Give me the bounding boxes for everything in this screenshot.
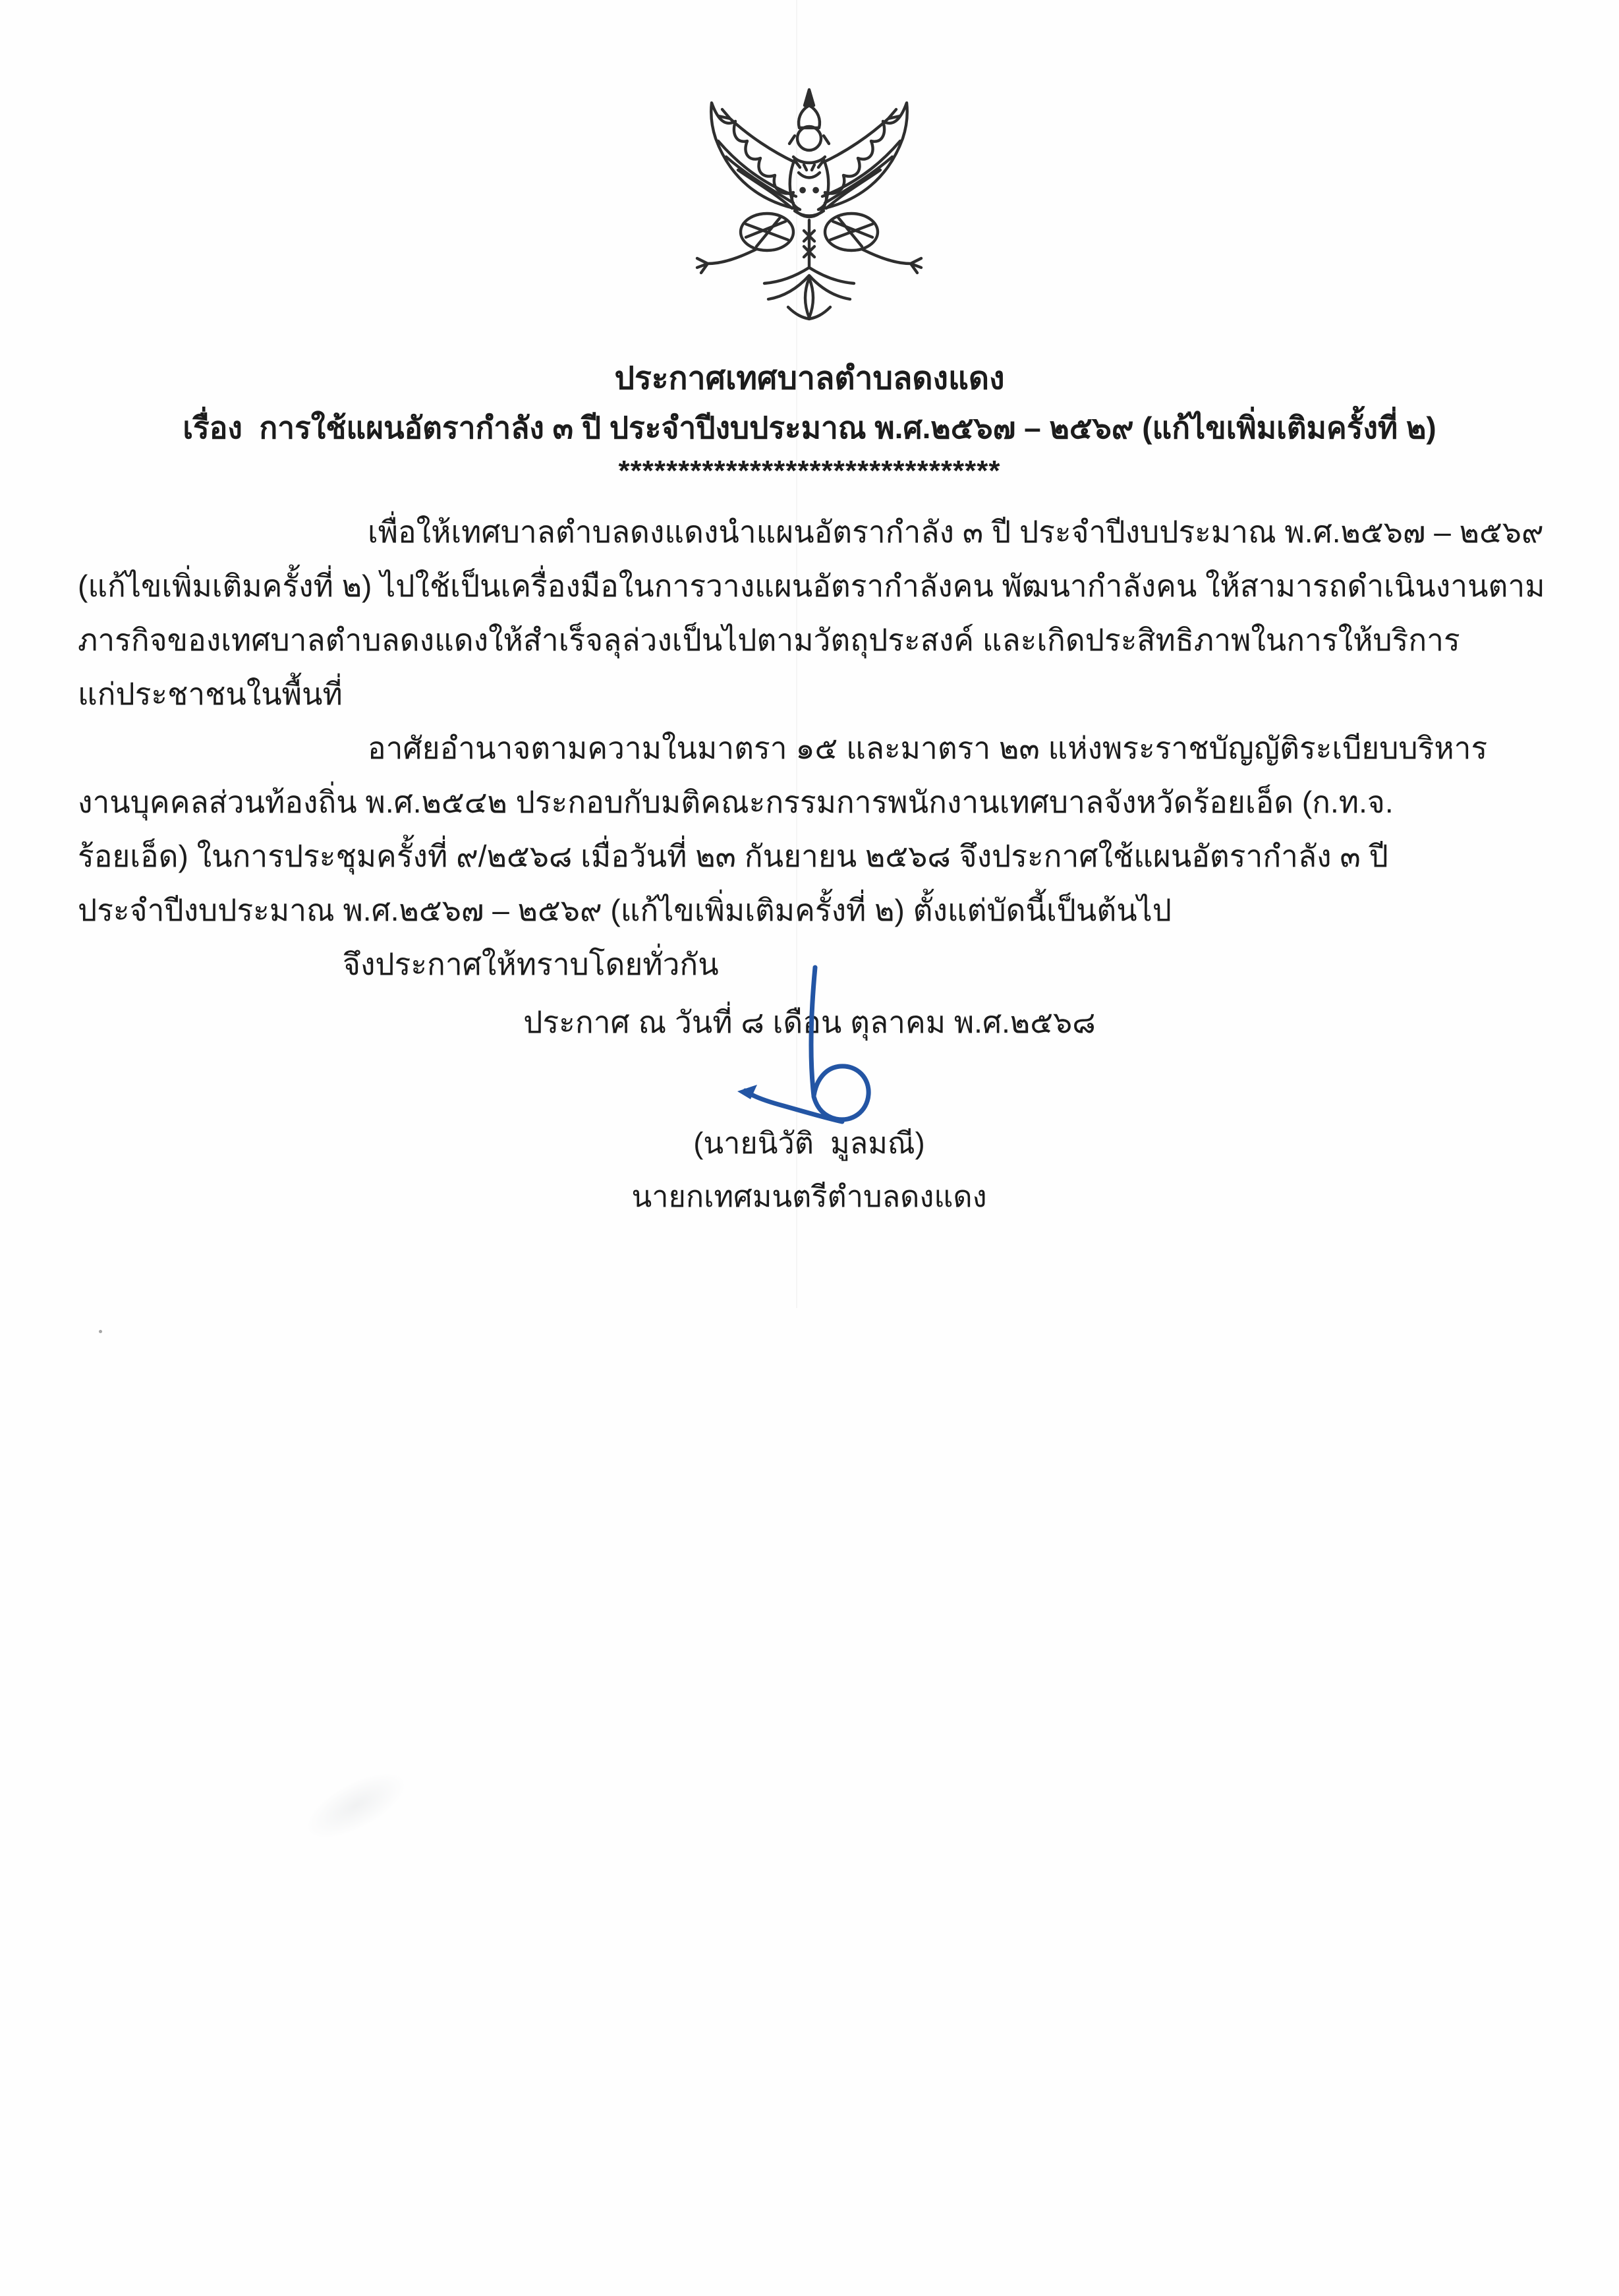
announcement-title: ประกาศเทศบาลตำบลดงแดง xyxy=(614,361,1005,396)
scan-artifact-smudge xyxy=(296,1759,416,1852)
paragraph-1-line-4: แก่ประชาชนในพื้นที่ xyxy=(78,677,343,711)
paragraph-2-line-2: งานบุคคลส่วนท้องถิ่น พ.ศ.๒๕๔๒ ประกอบกับมติคณะกรรมการพนักงานเทศบาลจังหวัดร้อยเอ็ด (ก.ท.จ. xyxy=(78,785,1394,819)
paragraph-1-line-2: (แก้ไขเพิ่มเติมครั้งที่ ๒) ไปใช้เป็นเครื่องมือในการวางแผนอัตรากำลังคน พัฒนากำลังคน ให้สามารถดำเนินงานตาม xyxy=(78,569,1545,603)
announcement-subject: เรื่อง การใช้แผนอัตรากำลัง ๓ ปี ประจำปีงบประมาณ พ.ศ.๒๕๖๗ – ๒๕๖๙ (แก้ไขเพิ่มเติมครั้งที่ ๒) xyxy=(183,411,1436,445)
garuda-emblem-icon xyxy=(677,80,941,349)
signatory-position: นายกเทศมนตรีตำบลดงแดง xyxy=(631,1180,987,1213)
scan-artifact-dot xyxy=(99,1330,102,1333)
divider-asterisks: ******************************** xyxy=(618,455,1001,487)
signatory-name: (นายนิวัติ มูลมณี) xyxy=(693,1126,925,1160)
paragraph-2-line-1: อาศัยอำนาจตามความในมาตรา ๑๕ และมาตรา ๒๓ แห่งพระราชบัญญัติระเบียบบริหาร xyxy=(368,731,1488,765)
announcement-date-line: ประกาศ ณ วันที่ ๘ เดือน ตุลาคม พ.ศ.๒๕๖๘ xyxy=(523,1005,1096,1039)
closing-statement: จึงประกาศให้ทราบโดยทั่วกัน xyxy=(343,947,719,981)
paragraph-1-line-1: เพื่อให้เทศบาลตำบลดงแดงนำแผนอัตรากำลัง ๓ ปี ประจำปีงบประมาณ พ.ศ.๒๕๖๗ – ๒๕๖๙ xyxy=(368,515,1544,549)
paragraph-2-line-4: ประจำปีงบประมาณ พ.ศ.๒๕๖๗ – ๒๕๖๙ (แก้ไขเพิ่มเติมครั้งที่ ๒) ตั้งแต่บัดนี้เป็นต้นไป xyxy=(78,893,1172,927)
announcement-body xyxy=(78,505,1548,991)
signature-block xyxy=(546,1124,1073,1215)
paragraph-2-line-3: ร้อยเอ็ด) ในการประชุมครั้งที่ ๙/๒๕๖๘ เมื่อวันที่ ๒๓ กันยายน ๒๕๖๘ จึงประกาศใช้แผนอัตรากำลัง ๓ ปี xyxy=(78,839,1388,873)
paragraph-1-line-3: ภารกิจของเทศบาลตำบลดงแดงให้สำเร็จลุล่วงเป็นไปตามวัตถุประสงค์ และเกิดประสิทธิภาพในการให้บริการ xyxy=(78,623,1460,657)
